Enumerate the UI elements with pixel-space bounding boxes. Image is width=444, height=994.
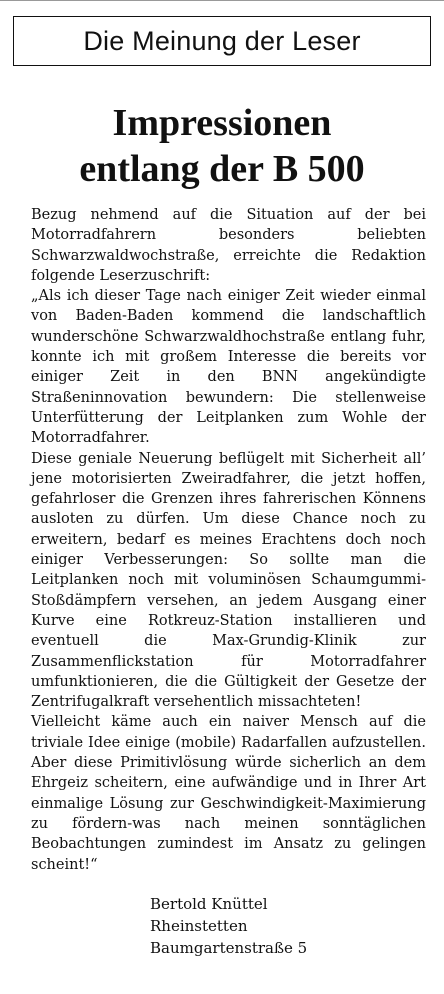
headline-line-2: entlang der B 500 (79, 148, 365, 190)
letter-paragraph-2: Diese geniale Neuerung beflügelt mit Sicherheit all’ jene motorisierten Zweiradfahrer, die jetzt hoffen, gefahrloser die Grenzen ihres fahrerischen Könnens ausloten zu dürfen. Um diese Chance noch zu erweitern, bedarf es meines Erachtens doch noch einiger Verbesserungen: So sollte man die Leitplanken noch mit voluminösen Schaumgummi-Stoßdämpfern versehen, an jedem Ausgang einer Kurve eine Rotkreuz-Station installieren und eventuell die Max-Grundig-Klinik zur Zusammenflickstation für Motorradfahrer umfunktionieren, die die Gültigkeit der Gesetze der Zentrifugalkraft versehentlich missachteten! (31, 450, 426, 711)
section-header-box (13, 16, 431, 66)
intro-paragraph: Bezug nehmend auf die Situation auf der bei Motorradfahrern besonders beliebten Schwarzwaldwochstraße, erreichte die Redaktion folgende Leserzuschrift: (31, 207, 426, 284)
headline-line-1: Impressionen (112, 102, 332, 144)
article-headline (0, 100, 444, 192)
letter-paragraph-1: „Als ich dieser Tage nach einiger Zeit wieder einmal von Baden-Baden kommend die landschaftlich wunderschöne Schwarzwaldhochstraße entlang fuhr, konnte ich mit großem Interesse die bereits vor einiger Zeit in den BNN angekündigte Straßeninnovation bewundern: Die stellenweise Unterfütterung der Leitplanken zum Wohle der Motorradfahrer. (31, 288, 426, 447)
author-signature-block (150, 893, 307, 959)
author-name: Bertold Knüttel (150, 895, 268, 913)
section-title: Die Meinung der Leser (83, 25, 361, 56)
scan-edge (0, 0, 444, 7)
author-street: Baumgartenstraße 5 (150, 939, 308, 957)
author-city: Rheinstetten (150, 917, 248, 935)
letter-paragraph-3: Vielleicht käme auch ein naiver Mensch auf die triviale Idee einige (mobile) Radarfallen aufzustellen. Aber diese Primitivlösung würde sicherlich an dem Ehrgeiz scheitern, eine aufwändige und in Ihrer Art einmalige Lösung zur Geschwindigkeit-Maximierung zu fördern-was nach meinen sonntäglichen Beobachtungen zumindest im Ansatz zu gelingen scheint!“ (31, 714, 426, 873)
article-body (31, 205, 426, 875)
